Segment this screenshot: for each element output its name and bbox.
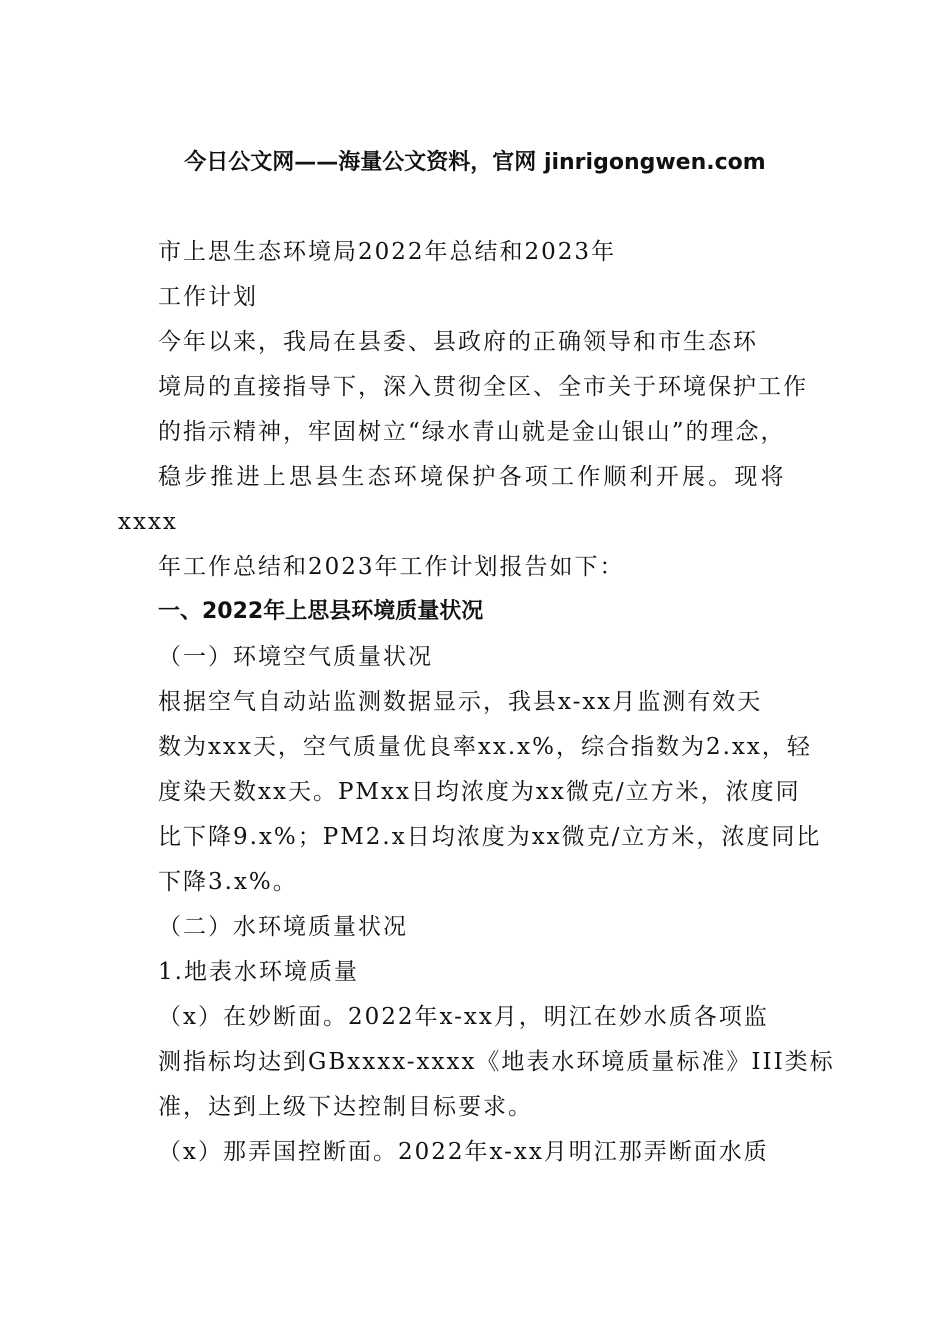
- air-quality-line-5: 下降3.x%。: [158, 869, 298, 895]
- air-quality-line-1: 根据空气自动站监测数据显示，我县x-xx月监测有效天: [158, 689, 763, 715]
- intro-line-1: 今年以来，我局在县委、县政府的正确领导和市生态环: [158, 329, 758, 355]
- air-quality-line-2: 数为xxx天，空气质量优良率xx.x%，综合指数为2.xx，轻: [158, 734, 812, 760]
- intro-line-2: 境局的直接指导下，深入贯彻全区、全市关于环境保护工作: [158, 374, 808, 400]
- intro-line-5: xxxx: [118, 509, 178, 535]
- intro-line-6: 年工作总结和2023年工作计划报告如下：: [158, 554, 625, 580]
- air-quality-line-3: 度染天数xx天。PMxx日均浓度为xx微克/立方米，浓度同: [158, 779, 801, 805]
- site-banner: 今日公文网——海量公文资料，官网 jinrigongwen.com: [184, 150, 766, 175]
- water-item-surface: 1.地表水环境质量: [158, 959, 359, 985]
- subsection-heading-water: （二）水环境质量状况: [158, 914, 408, 940]
- water-paragraph-1-line-1: （x）在妙断面。2022年x-xx月，明江在妙水质各项监: [158, 1004, 769, 1030]
- air-quality-line-4: 比下降9.x%；PM2.x日均浓度为xx微克/立方米，浓度同比: [158, 824, 822, 850]
- intro-line-3: 的指示精神，牢固树立“绿水青山就是金山银山”的理念，: [158, 419, 786, 445]
- document-title-line-1: 市上思生态环境局2022年总结和2023年: [158, 239, 617, 265]
- water-paragraph-2-line-1: （x）那弄国控断面。2022年x-xx月明江那弄断面水质: [158, 1139, 769, 1165]
- document-title-line-2: 工作计划: [158, 284, 258, 310]
- intro-line-4: 稳步推进上思县生态环境保护各项工作顺利开展。现将: [158, 464, 787, 490]
- section-heading: 一、2022年上思县环境质量状况: [158, 599, 484, 624]
- water-paragraph-1-line-2: 测指标均达到GBxxxx-xxxx《地表水环境质量标准》III类标: [158, 1049, 835, 1075]
- water-paragraph-1-line-3: 准，达到上级下达控制目标要求。: [158, 1094, 533, 1120]
- subsection-heading-air: （一）环境空气质量状况: [158, 644, 433, 670]
